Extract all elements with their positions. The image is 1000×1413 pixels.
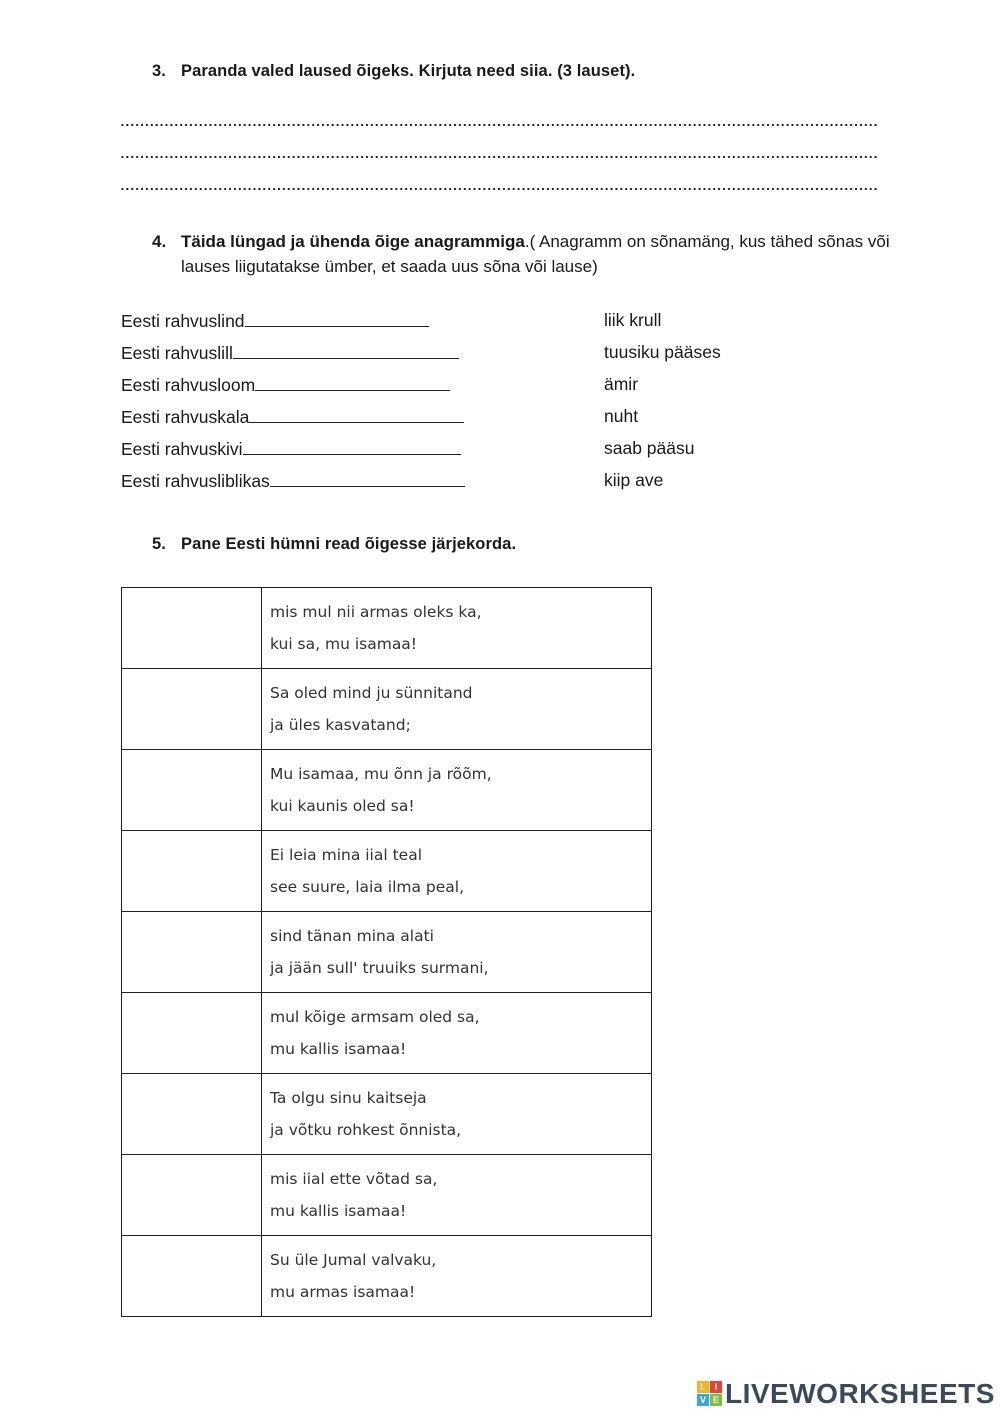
table-row	[122, 750, 652, 831]
anagram-item[interactable]: nuht	[604, 406, 639, 426]
pair-label: Eesti rahvuskivi	[121, 439, 243, 459]
verse-cell	[262, 669, 652, 750]
blank-answer-field[interactable]	[245, 310, 429, 327]
anagram-item[interactable]: saab pääsu	[604, 438, 695, 458]
table-row	[122, 1074, 652, 1155]
verse-line: Sa oled mind ju sünnitand	[270, 684, 473, 702]
blank-answer-field[interactable]	[233, 342, 459, 359]
task3-number: 3.	[152, 62, 166, 80]
order-input-cell[interactable]	[122, 669, 262, 750]
pair-label: Eesti rahvusloom	[121, 375, 256, 395]
blank-answer-field[interactable]	[249, 406, 464, 423]
blank-answer-field[interactable]	[255, 374, 450, 391]
verse-line: mis mul nii armas oleks ka,	[270, 603, 482, 621]
pair-row	[121, 310, 429, 334]
logo-icon-tile: I	[710, 1381, 722, 1393]
liveworksheets-logo-icon	[697, 1381, 723, 1407]
verse-line: sind tänan mina alati	[270, 927, 434, 945]
table-row	[122, 588, 652, 669]
order-input-cell[interactable]	[122, 912, 262, 993]
logo-icon-tile: E	[710, 1394, 722, 1406]
verse-cell	[262, 1074, 652, 1155]
order-input-cell[interactable]	[122, 993, 262, 1074]
verse-line: Ei leia mina iial teal	[270, 846, 423, 864]
pair-label: Eesti rahvuslind	[121, 311, 245, 331]
anagram-item[interactable]: tuusiku pääses	[604, 342, 721, 362]
verse-line: Ta olgu sinu kaitseja	[270, 1089, 427, 1107]
table-row	[122, 993, 652, 1074]
verse-line: mu kallis isamaa!	[270, 1040, 407, 1058]
task4-number: 4.	[152, 232, 167, 251]
anthem-order-table	[121, 587, 652, 1317]
task5-number: 5.	[152, 535, 166, 553]
task5-title: Pane Eesti hümni read õigesse järjekorda.	[181, 535, 517, 553]
verse-line: see suure, laia ilma peal,	[270, 878, 464, 896]
pair-label: Eesti rahvusliblikas	[121, 471, 270, 491]
table-row	[122, 669, 652, 750]
verse-line: ja jään sull' truuiks surmani,	[270, 959, 489, 977]
task5-heading	[152, 535, 516, 554]
table-row	[122, 831, 652, 912]
verse-cell	[262, 831, 652, 912]
verse-cell	[262, 912, 652, 993]
logo-icon-tile: L	[697, 1381, 709, 1393]
order-input-cell[interactable]	[122, 1155, 262, 1236]
verse-line: ja üles kasvatand;	[270, 716, 411, 734]
task3-title: Paranda valed laused õigeks. Kirjuta need siia. (3 lauset).	[181, 62, 636, 80]
answer-line-1[interactable]	[120, 123, 878, 127]
pair-row	[121, 470, 465, 494]
anagram-item[interactable]: kiip ave	[604, 470, 664, 490]
verse-cell	[262, 588, 652, 669]
order-input-cell[interactable]	[122, 1074, 262, 1155]
anagram-item[interactable]: ämir	[604, 374, 639, 394]
logo-icon-tile: V	[697, 1394, 709, 1406]
order-input-cell[interactable]	[122, 750, 262, 831]
task4-heading	[152, 229, 892, 279]
verse-cell	[262, 750, 652, 831]
blank-answer-field[interactable]	[243, 438, 461, 455]
order-input-cell[interactable]	[122, 831, 262, 912]
answer-line-2[interactable]	[120, 155, 878, 159]
verse-line: mul kõige armsam oled sa,	[270, 1008, 480, 1026]
pair-row	[121, 406, 464, 430]
order-input-cell[interactable]	[122, 1236, 262, 1317]
verse-line: Mu isamaa, mu õnn ja rõõm,	[270, 765, 492, 783]
task4-title-bold: Täida lüngad ja ühenda õige anagrammiga	[181, 232, 525, 251]
verse-line: mu kallis isamaa!	[270, 1202, 407, 1220]
verse-cell	[262, 993, 652, 1074]
verse-line: Su üle Jumal valvaku,	[270, 1251, 437, 1269]
table-row	[122, 1155, 652, 1236]
verse-line: mu armas isamaa!	[270, 1283, 416, 1301]
blank-answer-field[interactable]	[270, 470, 465, 487]
order-input-cell[interactable]	[122, 588, 262, 669]
task4-title-rest: .( Anagramm on sõnamäng, kus tähed sõnas või lauses liigutatakse ümber, et saada uus sõna või lause)	[181, 232, 890, 276]
pair-row	[121, 342, 459, 366]
anagram-item[interactable]: liik krull	[604, 310, 662, 330]
verse-line: ja võtku rohkest õnnista,	[270, 1121, 462, 1139]
pair-label: Eesti rahvuskala	[121, 407, 250, 427]
verse-cell	[262, 1155, 652, 1236]
pair-row	[121, 438, 461, 462]
table-row	[122, 1236, 652, 1317]
verse-line: kui sa, mu isamaa!	[270, 635, 418, 653]
verse-cell	[262, 1236, 652, 1317]
pair-row	[121, 374, 450, 398]
verse-line: kui kaunis oled sa!	[270, 797, 415, 815]
pair-label: Eesti rahvuslill	[121, 343, 233, 363]
verse-line: mis iial ette võtad sa,	[270, 1170, 438, 1188]
task3-heading	[152, 62, 635, 81]
answer-line-3[interactable]	[120, 187, 878, 191]
logo-text: LIVEWORKSHEETS	[725, 1378, 995, 1409]
table-row	[122, 912, 652, 993]
liveworksheets-logo[interactable]	[697, 1378, 995, 1410]
